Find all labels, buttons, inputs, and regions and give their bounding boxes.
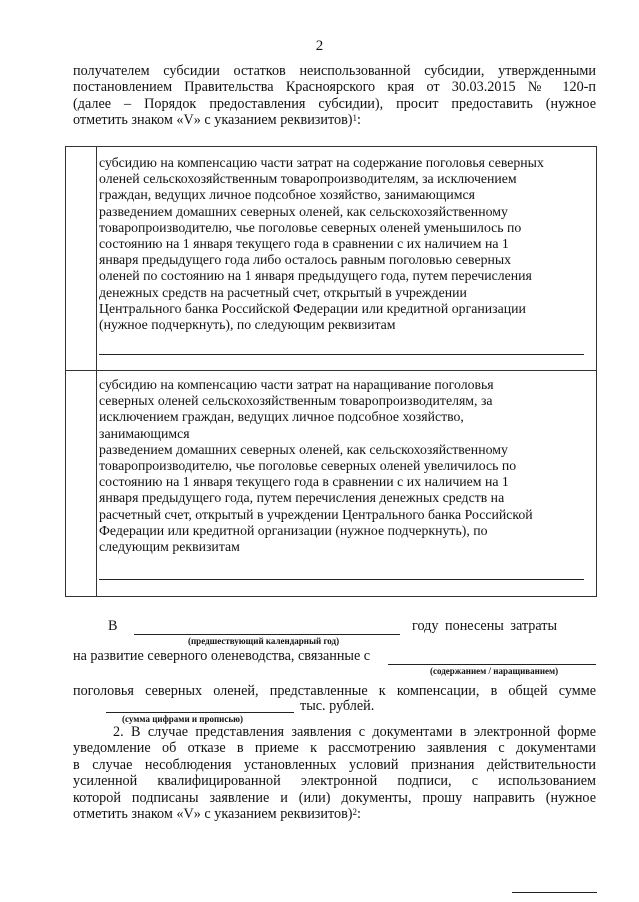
option1-line: субсидию на компенсацию части затрат на содержание поголовья северных bbox=[99, 155, 544, 170]
sum-caption: (сумма цифрами и прописью) bbox=[122, 714, 243, 724]
option2-line: товаропроизводителю, чье поголовье северных оленей увеличилось по bbox=[99, 457, 517, 473]
intro-line: постановлением Правительства Красноярского края от 30.03.2015 № 120-п bbox=[73, 79, 596, 96]
intro-line: получателем субсидии остатков неиспользованной субсидии, утвержденными bbox=[73, 63, 596, 79]
purpose-field[interactable] bbox=[388, 664, 596, 665]
costs-year-text: году понесены затраты bbox=[412, 618, 558, 634]
para2-line: усиленной квалифицированной электронной подписи, с использованием bbox=[73, 773, 596, 790]
rubles-label: тыс. рублей. bbox=[300, 698, 375, 714]
para2-line: которой подписаны заявление и (или) документы, прошу направить (нужное bbox=[73, 789, 596, 806]
intro-line-last: отметить знаком «V» с указанием реквизитов)$^1$: bbox=[73, 112, 361, 129]
footnote-separator bbox=[512, 892, 597, 893]
para2-line: уведомление об отказе в приеме к рассмотрению заявления с документами bbox=[73, 740, 596, 757]
para2-line-last: отметить знаком «V» с указанием реквизитов)$^2$: bbox=[73, 805, 361, 822]
costs-in-label: В bbox=[108, 618, 118, 634]
purpose-caption: (содержанием / наращиванием) bbox=[430, 666, 559, 676]
option2-line: северных оленей сельскохозяйственным товаропроизводителям, за bbox=[99, 393, 493, 409]
row-divider bbox=[66, 370, 596, 371]
option2-line: разведением домашних северных оленей, как сельскохозяйственному bbox=[99, 441, 508, 457]
paragraph-2 bbox=[73, 724, 596, 822]
sum-field[interactable] bbox=[106, 712, 294, 713]
intro-line: (далее – Порядок предоставления субсидии), просит предоставить (нужное bbox=[73, 95, 596, 112]
page-number: 2 bbox=[315, 38, 324, 54]
option1-line: Центрального банка Российской Федерации или кредитной организации bbox=[99, 300, 526, 316]
option1-line: денежных средств на расчетный счет, открытый в учреждении bbox=[99, 284, 467, 300]
option1-line: товаропроизводителю, чье поголовье северных оленей уменьшилось по bbox=[99, 219, 522, 235]
option2-checkbox[interactable] bbox=[74, 378, 88, 392]
year-field[interactable] bbox=[134, 634, 400, 635]
para2-line: 2. В случае представления заявления с документами в электронной форме bbox=[113, 724, 596, 740]
footnote-ref-2: 2 bbox=[352, 806, 358, 817]
column-divider bbox=[96, 147, 97, 596]
option2-line: исключением граждан, ведущих личное подсобное хозяйство, bbox=[99, 409, 464, 425]
costs-purpose-text: на развитие северного оленеводства, связанные с bbox=[73, 648, 371, 664]
option2-line: Федерации или кредитной организации (нужное подчеркнуть), по bbox=[99, 522, 488, 538]
option2-line: занимающимся bbox=[99, 425, 190, 441]
option2-line: субсидию на компенсацию части затрат на наращивание поголовья bbox=[99, 377, 494, 392]
option1-requisites-field[interactable] bbox=[99, 354, 584, 355]
option1-line: (нужное подчеркнуть), по следующим реквизитам bbox=[99, 316, 396, 332]
herd-line: поголовья северных оленей, представленные к компенсации, в общей сумме bbox=[73, 683, 596, 699]
option2-line: расчетный счет, открытый в учреждении Центрального банка Российской bbox=[99, 506, 533, 522]
option1-line: разведением домашних северных оленей, как сельскохозяйственному bbox=[99, 203, 508, 219]
option1-line: оленей сельскохозяйственным товаропроизводителям, за исключением bbox=[99, 171, 517, 187]
option2-line: состоянию на 1 января текущего года в сравнении с их наличием на 1 bbox=[99, 474, 509, 490]
option2-text bbox=[99, 377, 587, 555]
para2-line: в случае несоблюдения установленных условий признания действительности bbox=[73, 756, 596, 773]
option2-requisites-field[interactable] bbox=[99, 579, 584, 580]
year-caption: (предшествующий календарный год) bbox=[188, 636, 340, 646]
footnote-ref-1: 1 bbox=[352, 113, 358, 124]
option1-line: оленей по состоянию на 1 января предыдущего года, путем перечисления bbox=[99, 268, 532, 284]
option2-line: следующим реквизитам bbox=[99, 538, 240, 554]
option1-line: граждан, ведущих личное подсобное хозяйство, занимающимся bbox=[99, 187, 475, 203]
option1-checkbox[interactable] bbox=[74, 155, 88, 169]
option1-line: состоянию на 1 января текущего года в сравнении с их наличием на 1 bbox=[99, 235, 509, 251]
option1-line: января предыдущего года либо осталось равным поголовью северных bbox=[99, 252, 512, 268]
option2-line: января предыдущего года, путем перечисления денежных средств на bbox=[99, 490, 505, 506]
subsidy-options-table bbox=[65, 146, 597, 597]
option1-text bbox=[99, 155, 587, 333]
intro-paragraph bbox=[73, 63, 596, 129]
